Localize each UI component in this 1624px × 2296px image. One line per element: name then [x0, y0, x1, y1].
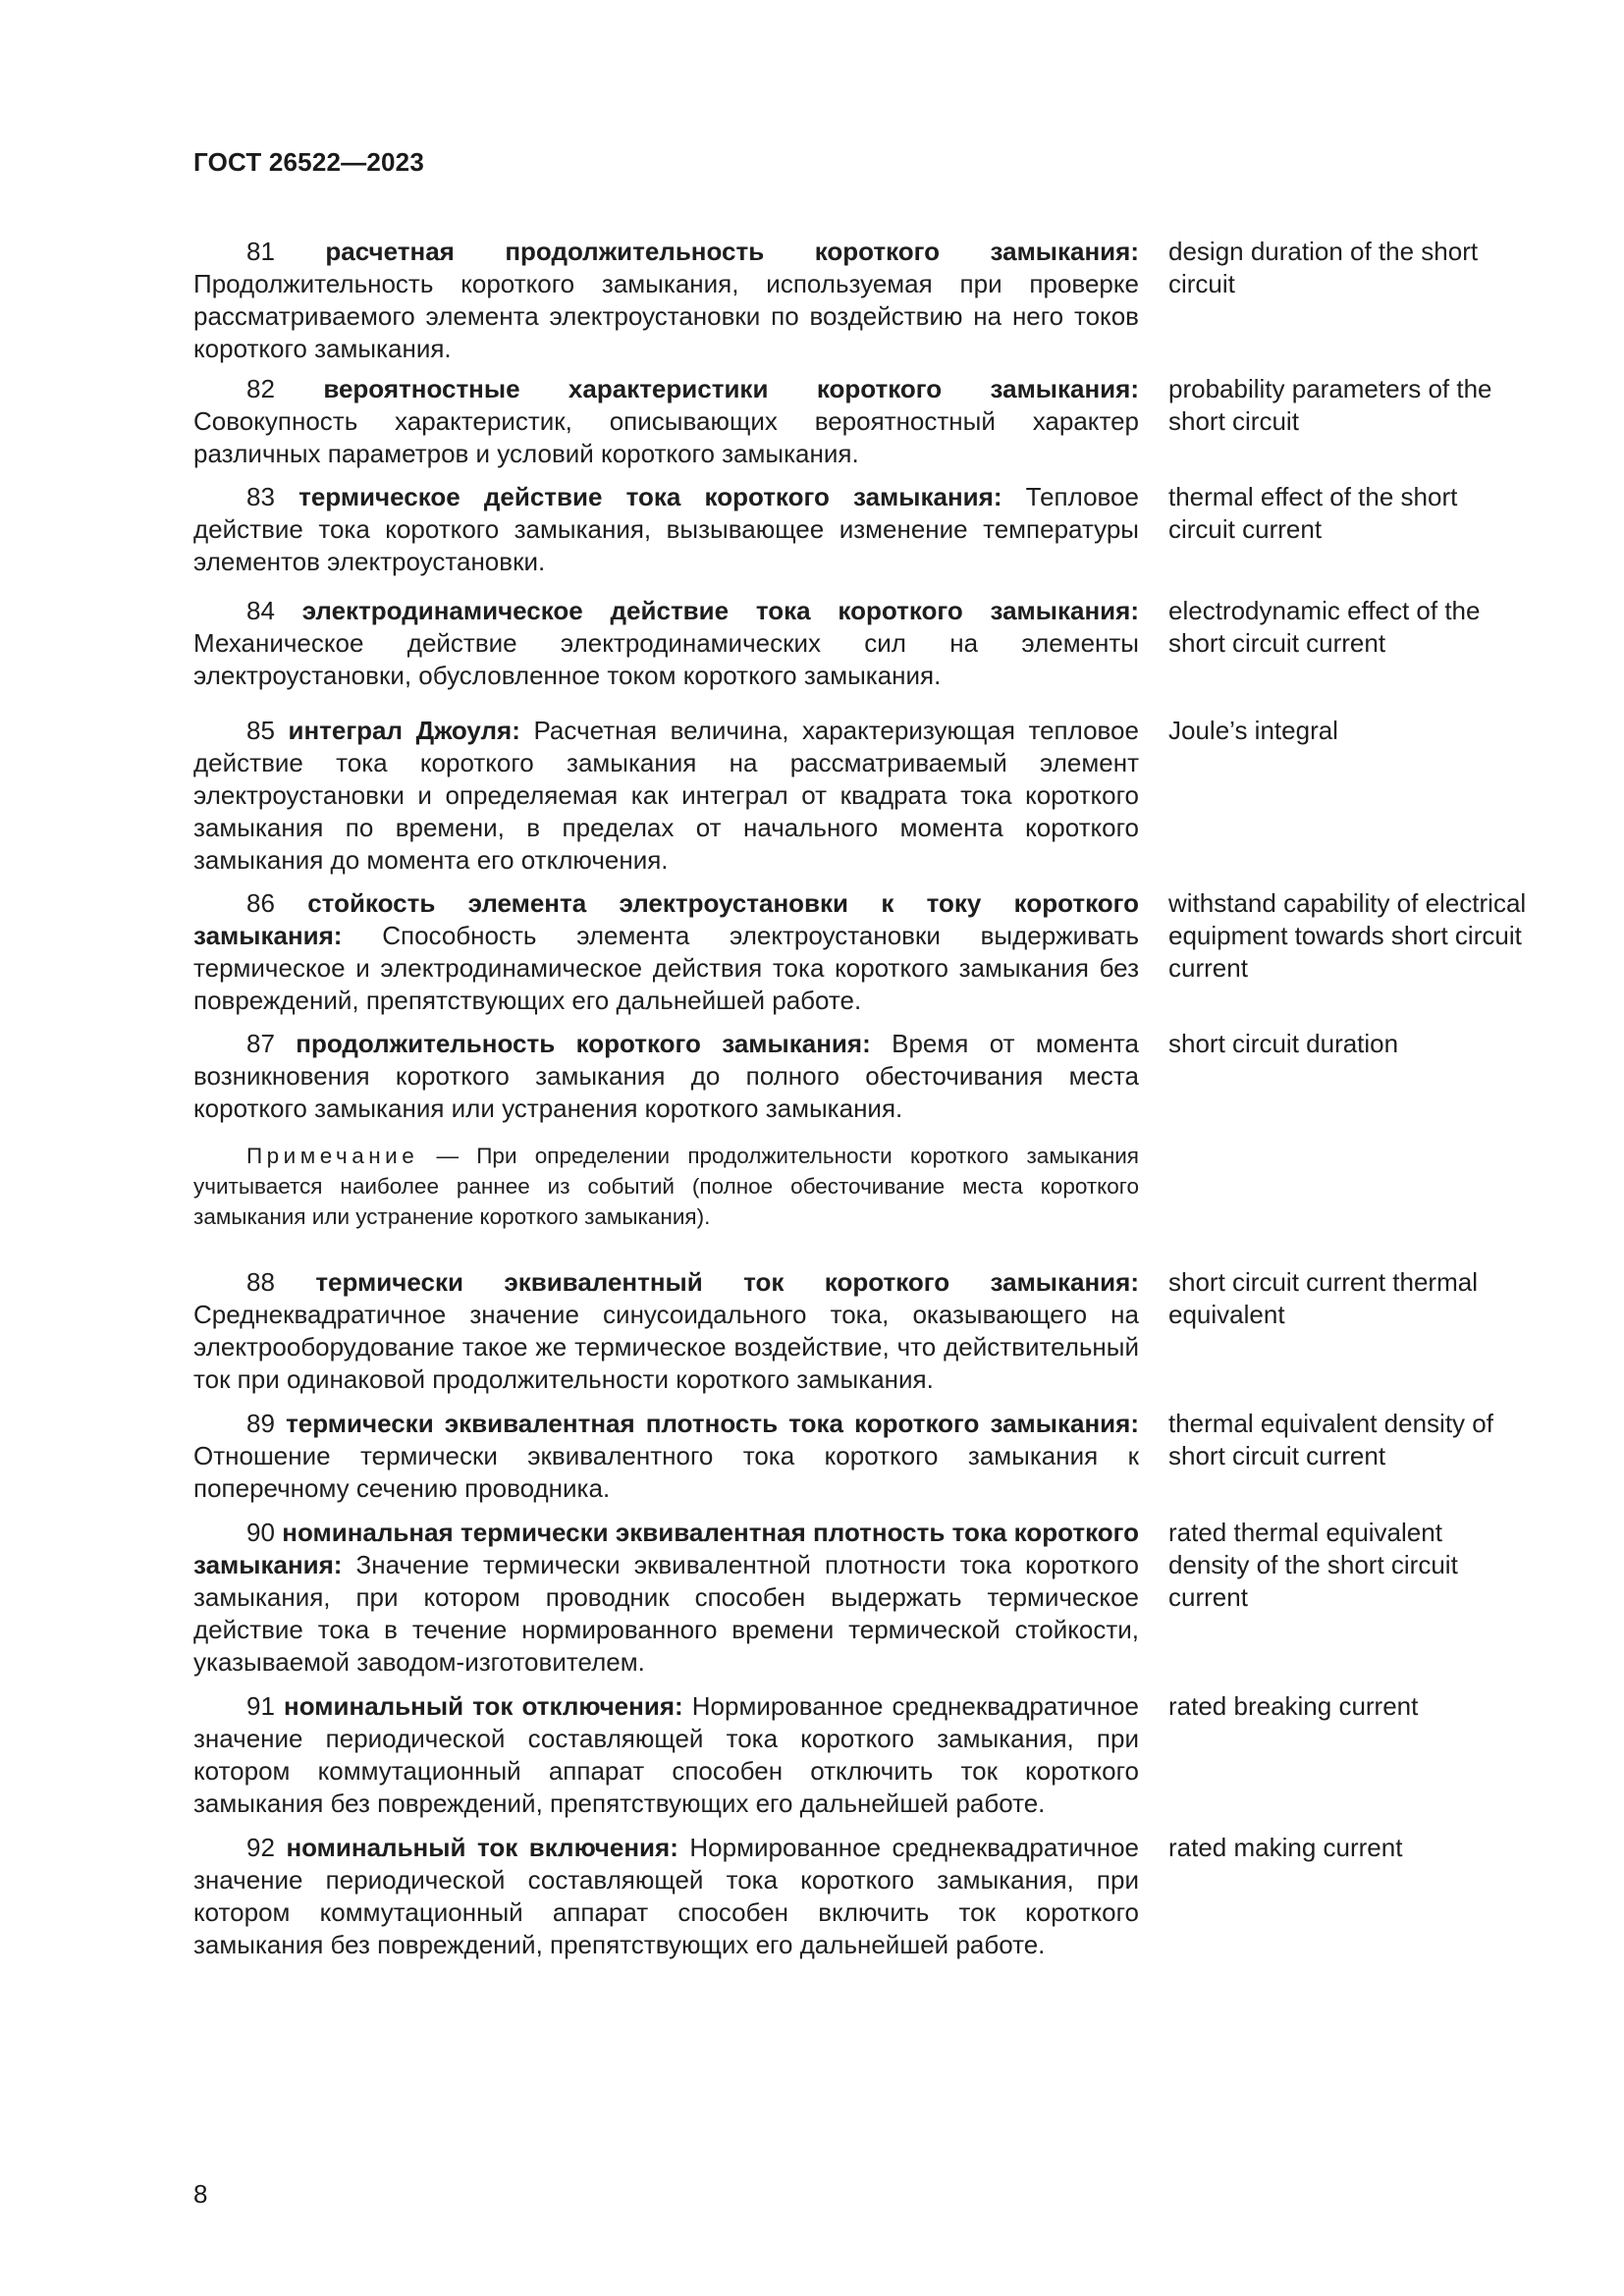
- term-text: Совокупность характеристик, описывающих вероятностный характер различных параметров и условий короткого замыкания.: [193, 406, 1139, 468]
- term-definition-ru: [193, 887, 1139, 1017]
- term-entry: [193, 373, 1529, 470]
- term-entry: [193, 236, 1529, 365]
- term-english: short circuit current thermal equivalent: [1168, 1267, 1478, 1329]
- term-definition-ru: [193, 236, 1139, 365]
- term-number: 82: [246, 374, 275, 403]
- term-entry: [193, 1832, 1529, 1961]
- term-english: probability parameters of the short circuit: [1168, 374, 1492, 436]
- term-number: 92: [246, 1833, 275, 1862]
- term-title: номинальный ток включения:: [286, 1833, 678, 1862]
- note-text: — При определении продолжительности короткого замыкания учитывается наиболее раннее из событий (полное обесточивание места короткого замыкания или устранение короткого замыкания).: [193, 1144, 1139, 1229]
- term-definition-ru: [193, 1832, 1139, 1961]
- term-text: Продолжительность короткого замыкания, используемая при проверке рассматриваемого элемента электроустановки по воздействию на него токов короткого замыкания.: [193, 269, 1139, 363]
- terms-list: [193, 236, 1529, 1961]
- term-english: electrodynamic effect of the short circuit current: [1168, 596, 1481, 658]
- term-number: 84: [246, 596, 275, 625]
- term-text: Отношение термически эквивалентного тока короткого замыкания к поперечному сечению проводника.: [193, 1441, 1139, 1503]
- term-number: 91: [246, 1691, 275, 1721]
- term-number: 90: [246, 1518, 275, 1547]
- term-english: rated thermal equivalent density of the short circuit current: [1168, 1518, 1458, 1612]
- term-number: 87: [246, 1029, 275, 1058]
- term-english: Joule’s integral: [1168, 716, 1338, 745]
- term-title: номинальная термически эквивалентная плотность тока короткого замыкания:: [193, 1518, 1139, 1579]
- term-entry: [193, 1408, 1529, 1505]
- term-text: Расчетная величина, характеризующая тепловое действие тока короткого замыкания на рассматриваемый элемент электроустановки и определяемая как интеграл от квадрата тока короткого замыкания по времени, в пределах от начального момента короткого замыкания до момента его отключения.: [193, 716, 1139, 875]
- term-text: Время от момента возникновения короткого замыкания до полного обесточивания места короткого замыкания или устранения короткого замыкания.: [193, 1029, 1139, 1123]
- term-title: термическое действие тока короткого замыкания:: [298, 482, 1002, 511]
- term-english: rated making current: [1168, 1833, 1403, 1862]
- term-title: продолжительность короткого замыкания:: [296, 1029, 871, 1058]
- term-number: 88: [246, 1267, 275, 1297]
- term-number: 89: [246, 1409, 275, 1438]
- term-title: термически эквивалентный ток короткого замыкания:: [315, 1267, 1139, 1297]
- term-definition-ru: [193, 715, 1139, 877]
- term-english: design duration of the short circuit: [1168, 237, 1479, 298]
- page-number: 8: [193, 2179, 208, 2209]
- term-number: 85: [246, 716, 275, 745]
- term-entry: [193, 1028, 1529, 1125]
- term-definition-ru: [193, 595, 1139, 692]
- term-english: thermal equivalent density of short circuit current: [1168, 1409, 1493, 1470]
- term-text: Нормированное среднеквадратичное значение периодической составляющей тока короткого замыкания, при котором коммутационный аппарат способен включить ток короткого замыкания без повреждений, препятствующих его дальнейшей работе.: [193, 1833, 1139, 1959]
- term-text: Механическое действие электродинамических сил на элементы электроустановки, обусловленное током короткого замыкания.: [193, 628, 1139, 690]
- term-definition-ru: [193, 1408, 1139, 1505]
- term-definition-ru: [193, 1690, 1139, 1820]
- term-number: 86: [246, 888, 275, 918]
- term-entry: [193, 481, 1529, 578]
- term-definition-ru: [193, 1517, 1139, 1679]
- term-entry: [193, 1690, 1529, 1820]
- term-definition-ru: [193, 481, 1139, 578]
- term-english: withstand capability of electrical equipment towards short circuit current: [1168, 888, 1527, 983]
- term-entry: [193, 1517, 1529, 1679]
- term-title: электродинамическое действие тока короткого замыкания:: [301, 596, 1139, 625]
- term-english: rated breaking current: [1168, 1691, 1419, 1721]
- term-entry: [193, 1266, 1529, 1396]
- term-english: short circuit duration: [1168, 1029, 1399, 1058]
- term-number: 83: [246, 482, 275, 511]
- term-text: Тепловое действие тока короткого замыкания, вызывающее изменение температуры элементов электроустановки.: [193, 482, 1139, 576]
- term-definition-ru: [193, 1028, 1139, 1125]
- term-text: Способность элемента электроустановки выдерживать термическое и электродинамическое действия тока короткого замыкания без повреждений, препятствующих его дальнейшей работе.: [193, 921, 1139, 1015]
- term-number: 81: [246, 237, 275, 266]
- term-entry: [193, 595, 1529, 692]
- note-label: Примечание: [246, 1144, 419, 1168]
- term-title: термически эквивалентная плотность тока короткого замыкания:: [286, 1409, 1139, 1438]
- term-title: стойкость элемента электроустановки к току короткого замыкания:: [193, 888, 1139, 950]
- note: [193, 1141, 1139, 1232]
- term-entry: [193, 715, 1529, 877]
- term-title: расчетная продолжительность короткого замыкания:: [325, 237, 1139, 266]
- term-text: Нормированное среднеквадратичное значение периодической составляющей тока короткого замыкания, при котором коммутационный аппарат способен отключить ток короткого замыкания без повреждений, препятствующих его дальнейшей работе.: [193, 1691, 1139, 1818]
- term-text: Среднеквадратичное значение синусоидального тока, оказывающего на электрооборудование такое же термическое воздействие, что действительный ток при одинаковой продолжительности короткого замыкания.: [193, 1300, 1139, 1394]
- term-definition-ru: [193, 373, 1139, 470]
- term-english: thermal effect of the short circuit current: [1168, 482, 1458, 544]
- term-text: Значение термически эквивалентной плотности тока короткого замыкания, при котором проводник способен выдержать термическое действие тока в течение нормированного времени термической стойкости, указываемой заводом-изготовителем.: [193, 1550, 1139, 1677]
- term-entry: [193, 887, 1529, 1017]
- term-title: интеграл Джоуля:: [288, 716, 520, 745]
- term-title: номинальный ток отключения:: [284, 1691, 683, 1721]
- document-header: ГОСТ 26522—2023: [193, 147, 424, 177]
- term-title: вероятностные характеристики короткого замыкания:: [323, 374, 1139, 403]
- term-definition-ru: [193, 1266, 1139, 1396]
